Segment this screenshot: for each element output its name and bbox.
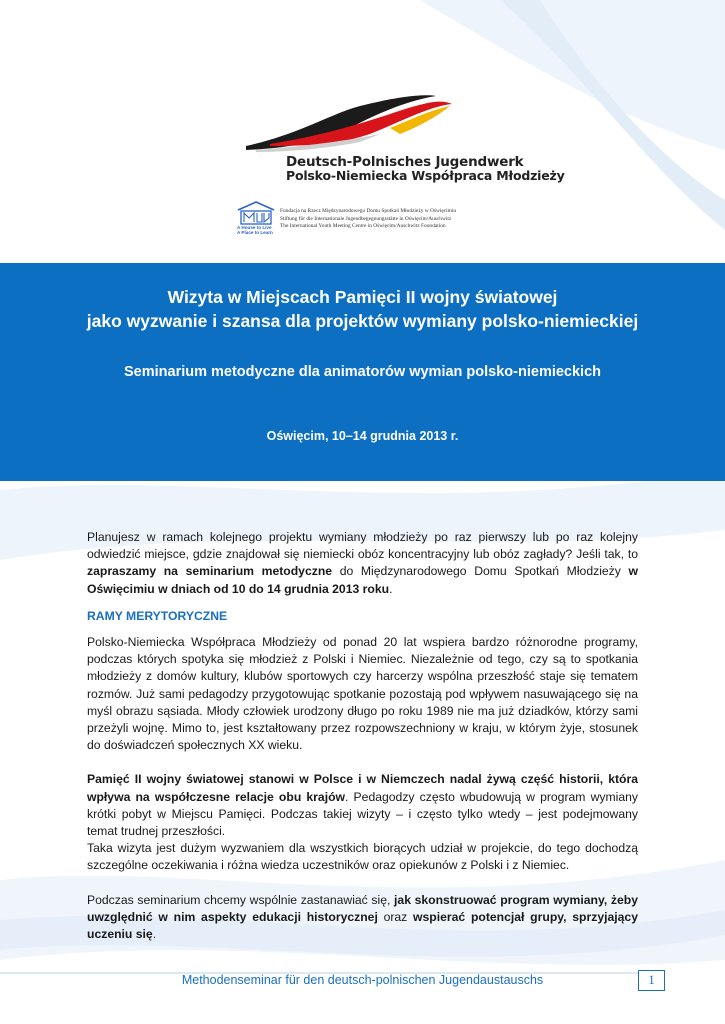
mdsm-name-polish: Fundacja na Rzecz Międzynarodowego Domu Spotkań Młodzieży w Oświęcimiu (280, 208, 457, 214)
dpjw-logo (240, 84, 565, 184)
paragraph-4-bold-2: wspierać potencjał grupy, sprzyjający uczeniu się (87, 909, 638, 942)
body-text (87, 529, 638, 943)
mdsm-name-english: The International Youth Meeting Centre in Oświęcim/Auschwitz Foundation (280, 223, 446, 230)
intro-paragraph (87, 529, 638, 598)
event-date: Oświęcim, 10–14 grudnia 2013 r. (266, 429, 459, 443)
mdsm-tagline-2: A Place to Learn (237, 230, 273, 236)
intro-text-2: do Międzynarodowego Domu Spotkań Młodzieży (332, 564, 629, 579)
paragraph-1: Polsko-Niemiecka Współpraca Młodzieży od ponad 20 lat wspiera bardzo różnorodne programy, podczas których spotyka się młodzież z Polski i Niemiec. Niezależnie od tego, czy są to spotkania młodzieży z domów kultury, klubów sportowych czy harcerzy wspólna przeszłość staje się tematem rozmów. Już sami pedagodzy przygotowując spotkanie pozostają pod wpływem nasuwającego się na myśl obrazu sąsiada. Młody człowiek urodzony długo po roku 1989 nie ma już dziadków, którzy sami przeżyli wojnę. Mimo to, jest kształtowany przez rozpowszechniony w kraju, w którym żyje, stosunek do doświadczeń społecznych XX wieku. (87, 635, 638, 753)
paragraph-4-bold-1: jak skonstruować program wymiany, żeby uwzględnić w nim aspekty edukacji historycznej (87, 892, 638, 924)
paragraph-4-text-1: Podczas seminarium chcemy wspólnie zastanawiać się, (87, 892, 395, 907)
paragraph-2-text: . Pedagodzy często wbudowują w program wymiany krótki pobyt w Miejscu Pamięci. Podczas takiej wizyty – i często tylko wtedy – jest podejmowany temat trudnej przeszłości. (87, 789, 638, 839)
mdsm-name-german: Stiftung für die Internationale Jugendbegegnungsstätte in Oświęcim/Auschwitz (280, 215, 452, 222)
paragraph-4 (87, 892, 638, 944)
intro-text-3: . (389, 581, 393, 596)
paragraph-2-bold: Pamięć II wojny światowej stanowi w Polsce i w Niemczech nadal żywą część historii, która wpływa na współczesne relacje obu krajów (87, 772, 638, 804)
section-heading: RAMY MERYTORYCZNE (87, 608, 228, 623)
page-number: 1 (638, 970, 665, 991)
footer-text: Methodenseminar für den deutsch-polnischen Jugendaustauschs (181, 973, 544, 987)
mdsm-tagline-1: A House to Live (237, 225, 272, 230)
paragraph-spacer (87, 875, 638, 892)
dpjw-swoosh-icon (240, 84, 490, 154)
title-banner (0, 263, 725, 481)
paragraph-spacer (87, 754, 638, 771)
intro-text-1: Planujesz w ramach kolejnego projektu wymiany młodzieży po raz pierwszy lub po raz kolejny odwiedzić miejsce, gdzie znajdował się niemiecki obóz koncentracyjny lub obóz zagłady? Jeśli tak, to (87, 530, 638, 562)
title-line-1: Wizyta w Miejscach Pamięci II wojny światowej (167, 287, 558, 307)
dpjw-name-german: Deutsch-Polnisches Jugendwerk (286, 154, 524, 170)
title-line-2: jako wyzwanie i szansa dla projektów wymiany polsko-niemieckiej (86, 311, 639, 331)
mdsm-foundation-names (280, 208, 456, 231)
subtitle: Seminarium metodyczne dla animatorów wymian polsko-niemieckich (123, 364, 602, 380)
paragraph-3: Taka wizyta jest dużym wyzwaniem dla wszystkich biorących udział w projekcie, do tego dochodzą szczególne oczekiwania i różna wiedza uczestników oraz opiekunów z Polski i z Niemiec. (87, 841, 638, 873)
dpjw-name-polish: Polsko-Niemiecka Współpraca Młodzieży (286, 168, 565, 183)
intro-bold-1: zapraszamy na seminarium metodyczne (87, 564, 333, 579)
mdsm-tagline (237, 225, 273, 235)
mdsm-house-icon (236, 200, 276, 228)
paragraph-4-text-2: oraz (377, 909, 414, 924)
intro-bold-2: w Oświęcimiu w dniach od 10 do 14 grudnia 2013 roku (87, 564, 638, 596)
mdsm-logo (236, 200, 496, 240)
paragraph-4-text-3: . (152, 927, 157, 942)
paragraph-2 (87, 771, 638, 840)
